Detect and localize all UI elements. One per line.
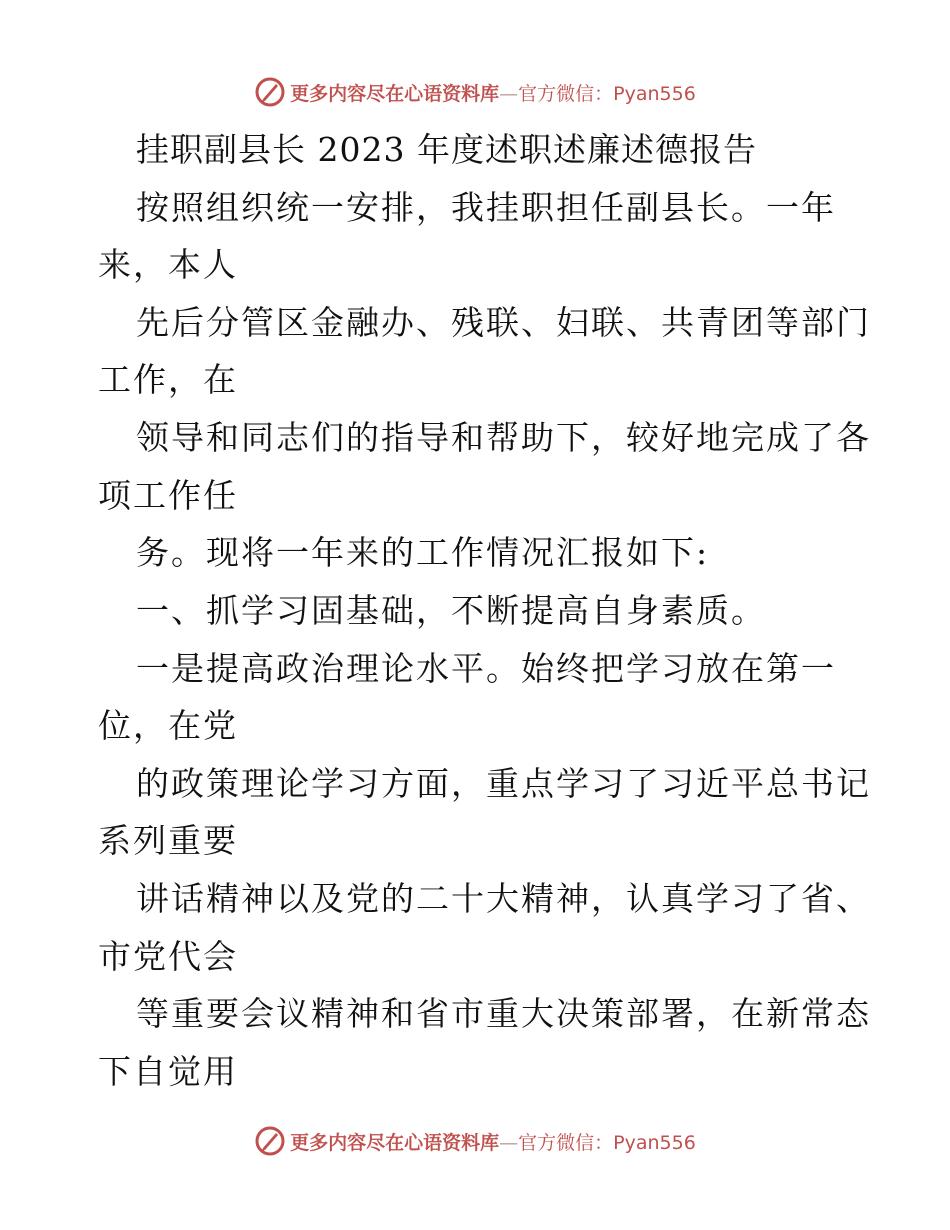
paragraph-line: 等重要会议精神和省市重大决策部署，在新常态 bbox=[136, 994, 871, 1033]
watermark-wechat-text: 官方微信：Pyan556 bbox=[518, 82, 696, 105]
paragraph-line: 的政策理论学习方面，重点学习了习近平总书记 bbox=[136, 764, 871, 803]
header-watermark bbox=[0, 72, 950, 112]
paragraph-line: 项工作任 bbox=[98, 476, 238, 515]
paragraph-line: 领导和同志们的指导和帮助下，较好地完成了各 bbox=[136, 418, 871, 457]
feather-pen-logo-icon bbox=[254, 76, 286, 108]
paragraph-line: 按照组织统一安排，我挂职担任副县长。一年 bbox=[136, 188, 836, 227]
paragraph-line: 务。现将一年来的工作情况汇报如下: bbox=[136, 533, 710, 572]
watermark-separator: — bbox=[499, 1131, 519, 1154]
watermark-main-text: 更多内容尽在心语资料库 bbox=[290, 1131, 500, 1154]
paragraph-line: 讲话精神以及党的二十大精神，认真学习了省、 bbox=[136, 879, 871, 918]
paragraph-line: 一是提高政治理论水平。始终把学习放在第一 bbox=[136, 649, 836, 688]
paragraph-line: 市党代会 bbox=[98, 937, 238, 976]
watermark-main-text: 更多内容尽在心语资料库 bbox=[290, 82, 500, 105]
paragraph-line: 下自觉用 bbox=[98, 1052, 238, 1091]
section-heading: 一、抓学习固基础，不断提高自身素质。 bbox=[136, 591, 766, 630]
watermark-wechat-text: 官方微信：Pyan556 bbox=[518, 1131, 696, 1154]
paragraph-line: 位，在党 bbox=[98, 706, 238, 745]
feather-pen-logo-icon bbox=[254, 1125, 286, 1157]
paragraph-line: 工作，在 bbox=[98, 360, 238, 399]
paragraph-line: 来，本人 bbox=[98, 245, 238, 284]
paragraph-line: 先后分管区金融办、残联、妇联、共青团等部门 bbox=[136, 303, 871, 342]
document-title: 挂职副县长 2023 年度述职述廉述德报告 bbox=[136, 130, 757, 169]
watermark-separator: — bbox=[499, 82, 519, 105]
footer-watermark bbox=[0, 1121, 950, 1161]
paragraph-line: 系列重要 bbox=[98, 821, 238, 860]
